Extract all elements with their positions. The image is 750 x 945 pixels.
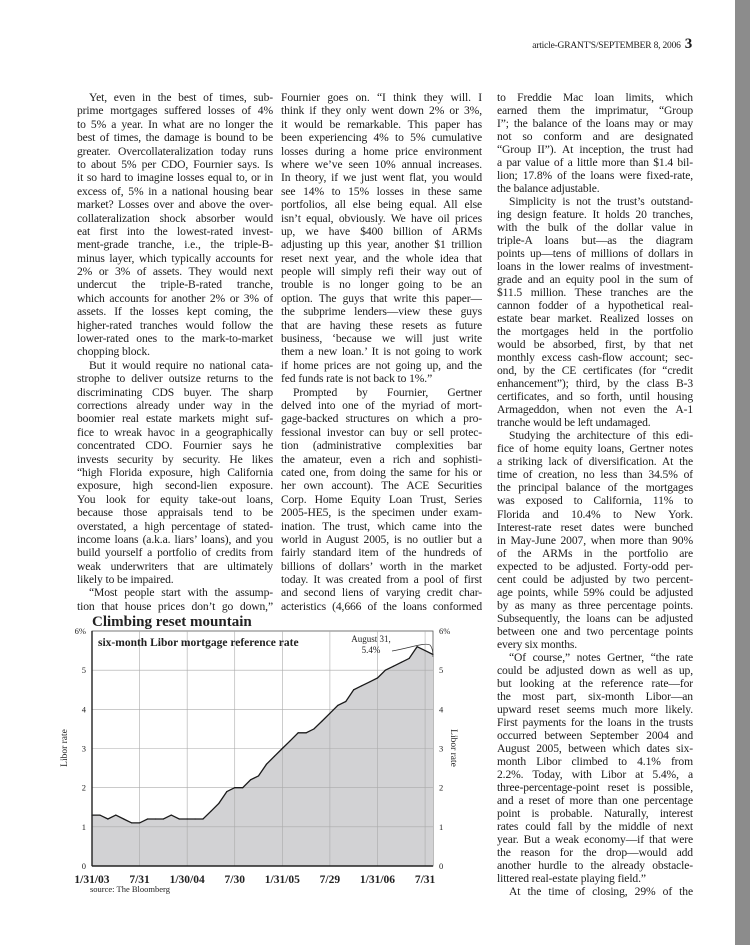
data-point — [147, 818, 148, 819]
text-line: Prompted by Fournier, Gertner — [293, 385, 482, 399]
text-line: them a new loan.’ It is not going to work — [281, 345, 482, 359]
text-line: But it would require no national cata- — [89, 358, 273, 372]
text-line: $11.5 million. These tranches are the — [497, 286, 693, 300]
text-line: would be absorbed, first, by that net — [497, 338, 693, 352]
x-tick-label: 1/31/05 — [264, 874, 300, 886]
y-tick-label-right: 2 — [439, 782, 444, 793]
text-line: cated one, from doing the same for his or — [281, 465, 482, 479]
text-line: income loans (a.k.a. liars’ loans), and you — [77, 532, 273, 546]
text-line: portfolios, all else being equal. All else — [281, 198, 482, 212]
text-line: Armageddon, when not even the A-1 — [497, 403, 693, 417]
data-point — [171, 814, 172, 815]
data-point — [385, 670, 386, 671]
data-point — [131, 822, 132, 823]
data-point — [218, 803, 219, 804]
page-number: 3 — [684, 36, 692, 52]
data-point — [282, 748, 283, 749]
text-line: invests security by security. He likes — [77, 452, 273, 466]
text-line: I”; the balance of the loans may or may — [497, 117, 693, 131]
text-line: 2.2%. Today, with Libor at 5.4%, a — [497, 767, 693, 781]
text-line: if home prices are not going up, and the — [281, 358, 482, 372]
text-line: was exposed to California, 11% to — [497, 494, 693, 508]
data-point — [321, 720, 322, 721]
text-line: Yet, even in the best of times, sub- — [89, 91, 273, 104]
text-line: could be adjusted down as well as up, — [497, 663, 693, 677]
text-line: boomier real estate markets might suf- — [77, 412, 273, 426]
data-point — [313, 728, 314, 729]
y-tick-label-left: 2 — [81, 782, 86, 793]
x-tick-label: 7/31 — [414, 874, 436, 886]
scrollbar[interactable] — [735, 0, 750, 945]
text-line: the mortgages held in the portfolio — [497, 325, 693, 339]
text-line: point is probable. Naturally, interest — [497, 806, 693, 820]
text-line: fairly standard item of the hundreds of — [281, 546, 482, 560]
text-line: another hurdle to the already obstacle- — [497, 858, 693, 872]
text-line: adjusting up this year, another $1 trillion — [281, 238, 482, 252]
text-line: that are having these resets as future — [281, 318, 482, 332]
text-line: and a reset of more than one percentage — [497, 793, 693, 807]
text-line: “high Florida exposure, high California — [77, 465, 273, 479]
text-line: lower-rated ones to the mark-to-market — [77, 332, 273, 346]
text-line: the amateur, even a rich and sophisti- — [281, 452, 482, 466]
text-line: higher-rated tranches would follow the — [77, 318, 273, 332]
text-line: which accounts for another 2% or 3% of — [77, 291, 273, 305]
text-line: a striking lack of diversification. At the — [497, 455, 693, 469]
data-point — [417, 646, 418, 647]
text-line: it would be remarkable. This paper has — [281, 117, 482, 131]
annotation-line-2: 5.4% — [361, 645, 381, 655]
text-line: losses during a home price environment — [281, 144, 482, 158]
data-point — [163, 818, 164, 819]
data-point — [353, 689, 354, 690]
data-point — [258, 775, 259, 776]
text-line: because those appraisals tend to be — [77, 506, 273, 520]
data-point — [290, 740, 291, 741]
text-line: Corp. Home Equity Loan Trust, Series — [281, 492, 482, 506]
text-line: a par value of a little more than $1.4 bil- — [497, 156, 693, 170]
data-point — [139, 822, 140, 823]
chart-source: source: The Bloomberg — [90, 884, 170, 894]
text-line: loans in the lower realms of investment- — [497, 260, 693, 274]
text-line: month Libor climbed to 4.1% from — [497, 754, 693, 768]
text-line: Simplicity is not the trust’s outstand- — [509, 195, 693, 209]
text-line: likely to be impaired. — [77, 573, 174, 587]
text-line: where we’ve seen 10% annual increases. — [281, 157, 482, 171]
text-line: In theory, if we just went flat, you would — [281, 171, 482, 185]
text-line: of the ARMs in the portfolio are — [497, 546, 693, 560]
text-line: strophe to deliver outsize returns to the — [77, 372, 273, 386]
text-line: the balance adjustable. — [497, 182, 600, 196]
y-axis-label-left: Libor rate — [60, 729, 70, 767]
y-axis-label-right: Libor rate — [448, 729, 458, 767]
text-line: option. The guys that write this paper— — [281, 291, 482, 305]
x-tick-label: 1/31/06 — [359, 874, 396, 886]
y-tick-label-left: 0 — [81, 861, 86, 871]
y-tick-label-left: 5 — [81, 665, 86, 676]
text-line: Interest-rate reset dates were bunched — [497, 520, 693, 534]
text-line: estate bear market. Realized losses on — [497, 312, 693, 326]
chart-title: Climbing reset mountain — [92, 614, 252, 630]
text-line: age points, while 59% could be adjusted — [497, 585, 693, 599]
text-line: world in August 2005, is no outlier but a — [281, 532, 482, 546]
text-line: up, we have $400 billion of ARMs — [281, 224, 482, 238]
x-tick-label: 7/31 — [129, 874, 150, 886]
y-tick-label-right: 6% — [439, 626, 451, 636]
text-line: fice to wreak havoc in a geographically — [77, 425, 273, 439]
text-line: ment-grade tranche, i.e., the triple-B- — [77, 238, 273, 252]
text-line: time of creation, no less than 34.5% of — [497, 468, 693, 482]
text-line: build yourself a portfolio of credits from — [77, 546, 273, 560]
x-tick-label: 7/30 — [224, 874, 245, 886]
text-line: littered real-estate playing field.” — [497, 871, 646, 885]
text-line: the subprime lenders—view these guys — [281, 305, 482, 319]
text-line: concentrated CDO. Fournier says he — [77, 439, 273, 453]
text-line: billions of dollars’ worth in the market — [281, 559, 482, 573]
data-point — [298, 732, 299, 733]
text-line: grade and an equity pool in the sum of — [497, 273, 693, 287]
text-line: between one and two percentage points — [497, 624, 693, 638]
data-point — [155, 818, 156, 819]
text-line: triple-A loans but—as the diagram — [497, 234, 693, 248]
text-line: the most part, six-month Libor—an — [497, 689, 693, 703]
text-line: upward reset seems much more likely. — [497, 702, 693, 716]
y-tick-label-right: 3 — [439, 743, 444, 754]
data-point — [202, 818, 203, 819]
text-line: delved into one of the myriad of mort- — [281, 398, 482, 412]
x-tick-label: 7/29 — [319, 874, 341, 886]
chart-subtitle: six-month Libor mortgage reference rate — [98, 637, 299, 649]
text-line: eat first into the lowest-rated invest- — [77, 224, 273, 238]
data-point — [377, 677, 378, 678]
text-line: tion (administrative complexities bar — [281, 439, 482, 453]
text-line: fice of home equity loans, Gertner notes — [497, 442, 693, 456]
text-line: enhancement”); third, by the class B-3 — [497, 377, 693, 391]
data-point — [393, 666, 394, 667]
text-line: in May-June 2007, when more than 90% — [497, 533, 693, 547]
text-line: collateralization shock absorber would — [77, 211, 273, 225]
text-line: reset next year, and the whole idea that — [281, 251, 482, 265]
data-point — [107, 818, 108, 819]
data-point — [194, 818, 195, 819]
text-line: August 2005, between which dates six- — [497, 741, 693, 755]
text-line: not so conform and are designated — [497, 130, 693, 144]
y-tick-label-left: 1 — [81, 821, 86, 832]
text-line: fed funds rate is not back to 1%.” — [281, 372, 433, 386]
data-point — [409, 658, 410, 659]
text-line: expected to be adjusted. Forty-odd per- — [497, 559, 693, 573]
text-line: it so hard to imagine losses equal to, or in — [77, 171, 273, 185]
text-line: First payments for the loans in the trusts — [497, 715, 693, 729]
data-point — [234, 787, 235, 788]
text-line: fessional investor can buy or sell protec- — [281, 425, 482, 439]
text-line: ination. The trust, which came into the — [281, 519, 482, 533]
data-point — [242, 787, 243, 788]
text-line: but looking at the reference rate—for — [497, 676, 693, 690]
y-tick-label-right: 5 — [439, 665, 444, 676]
text-line: the principal balance of the mortgages — [497, 481, 693, 495]
text-line: gage-backed structures on which a pro- — [281, 412, 482, 426]
x-tick-label: 1/31/03 — [74, 874, 110, 886]
text-line: the reason for the drop—would add — [497, 845, 693, 859]
text-line: weak underwriters that are ultimately — [77, 559, 273, 573]
text-line: overstated, a high percentage of stated- — [77, 519, 273, 533]
data-point — [306, 732, 307, 733]
text-line: isn’t equal, obviously. We have oil prices — [281, 211, 482, 225]
text-line: discriminating CDS buyer. The sharp — [77, 385, 273, 399]
text-line: her own account). The ACE Securities — [281, 479, 482, 493]
text-line: to 5% a year. In what are no longer the — [77, 117, 273, 131]
text-line: acteristics (4,666 of the loans conformed — [281, 599, 482, 613]
text-line: every six months. — [497, 637, 578, 651]
text-line: best of times, the damage is bound to be — [77, 131, 273, 145]
text-line: cent could be adjusted by two percent- — [497, 572, 693, 586]
text-line: three-percentage-point reset is possible, — [497, 780, 693, 794]
text-line: assets. If the losses kept coming, the — [77, 305, 273, 319]
data-point — [337, 705, 338, 706]
data-point — [250, 779, 251, 780]
text-line: undercut the triple-B-rated tranche, — [77, 278, 273, 292]
y-tick-label-right: 0 — [439, 861, 444, 871]
text-line: exposure, high second-lien exposure. — [77, 479, 273, 493]
data-point — [369, 681, 370, 682]
text-line: people will simply refi their way out of — [281, 265, 482, 279]
data-point — [401, 662, 402, 663]
text-line: “Most people start with the assump- — [89, 586, 273, 600]
text-line: corrections already under way in the — [77, 398, 273, 412]
data-point — [210, 811, 211, 812]
running-head-text: article-GRANT'S/SEPTEMBER 8, 2006 — [532, 41, 681, 51]
text-line: to Freddie Mac loan limits, which — [497, 91, 693, 104]
text-line: prime mortgages suffered losses of 4% — [77, 104, 273, 118]
text-line: monthly excess cash-flow account; sec- — [497, 351, 693, 365]
data-point — [345, 701, 346, 702]
data-point — [266, 764, 267, 765]
text-line: Florida and 10.4% to New York. — [497, 507, 693, 521]
data-point — [424, 650, 425, 651]
text-line: business, ‘because we will just write — [281, 332, 482, 346]
y-tick-label-left: 3 — [81, 743, 86, 754]
text-line: minus layer, which typically accounts for — [77, 251, 273, 265]
text-line: market? Losses over and above the over- — [77, 198, 273, 212]
data-point — [329, 713, 330, 714]
text-line: been experiencing 4% to 5% cumulative — [281, 131, 482, 145]
text-line: certificates, and so forth, until housing — [497, 390, 693, 404]
text-line: by as many as three percentage points. — [497, 598, 693, 612]
text-line: tion that house prices don’t go down,” — [77, 599, 273, 613]
text-line: points up—tens of millions of dollars in — [497, 247, 693, 261]
text-line: “Of course,” notes Gertner, “the rate — [509, 650, 693, 664]
x-tick-label: 1/30/04 — [169, 874, 205, 886]
text-line: 2% or 3% of assets. They would next — [77, 265, 273, 279]
y-tick-label-left: 6% — [74, 626, 86, 636]
data-point — [115, 814, 116, 815]
text-line: chopping block. — [77, 345, 150, 359]
annotation-line-1: August 31, — [351, 634, 391, 644]
data-point — [99, 814, 100, 815]
text-line: Fournier goes on. “I think they will. I — [281, 91, 482, 104]
text-line: tranche would be left undamaged. — [497, 416, 651, 430]
text-line: think if they only went down 2% or 3%, — [281, 104, 482, 118]
text-line: ond, by the CE certificates (for “credit — [497, 364, 693, 378]
text-line: trouble is no longer going to be an — [281, 278, 482, 292]
text-line: cannon fodder of a hypothetical real- — [497, 299, 693, 313]
text-line: earned them the imprimatur, “Group — [497, 104, 693, 118]
text-line: You look for equity take-out loans, — [77, 492, 273, 506]
data-point — [226, 791, 227, 792]
text-line: excess of, 5% in a national housing bear — [77, 184, 273, 198]
y-tick-label-left: 4 — [81, 704, 86, 715]
text-line: “Group II”). At inception, the trust had — [497, 143, 693, 157]
text-line: lion; 17.8% of the loans were fixed-rate, — [497, 169, 693, 183]
data-point — [274, 756, 275, 757]
text-line: 2005-HE5, is the specimen under exam- — [281, 506, 482, 520]
text-line: At the time of closing, 29% of the — [509, 884, 693, 898]
text-line: today. It was created from a pool of first — [281, 573, 482, 587]
text-line: Subsequently, the loans can be adjusted — [497, 611, 693, 625]
text-line: Studying the architecture of this edi- — [509, 429, 693, 443]
text-line: and second liens of varying credit char- — [281, 586, 482, 600]
text-line: occurred between September 2004 and — [497, 728, 693, 742]
data-point — [187, 818, 188, 819]
text-line: rates could fall by the middle of next — [497, 819, 693, 833]
y-tick-label-right: 1 — [439, 821, 444, 832]
text-line: ing design feature. It holds 20 tranches, — [497, 208, 693, 222]
text-line: to about 5% per CDO, Fournier says. Is — [77, 157, 273, 171]
y-tick-label-right: 4 — [439, 704, 444, 715]
text-line: see 14% to 15% losses in these same — [281, 184, 482, 198]
data-point — [123, 818, 124, 819]
data-point — [179, 818, 180, 819]
text-line: greater. Overcollateralization today runs — [77, 144, 273, 158]
text-line: year. But a weak economy—if that were — [497, 832, 693, 846]
text-line: with the bulk of the dollar value in — [497, 221, 693, 235]
data-point — [361, 685, 362, 686]
